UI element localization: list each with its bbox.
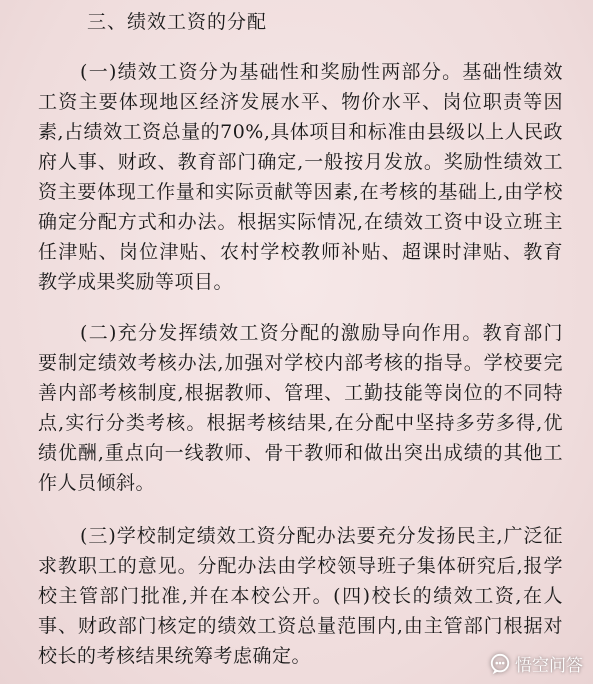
watermark-text: 悟空问答 xyxy=(515,656,583,676)
chat-bubble-logo-icon xyxy=(489,653,511,675)
paragraph-2: (二)充分发挥绩效工资分配的激励导向作用。教育部门要制定绩效考核办法,加强对学校内部考核的指导。学校要完善内部考核制度,根据教师、管理、工勤技能等岗位的不同特点,实行分类考核。根据考核结果,在分配中坚持多劳多得,优绩优酬,重点向一线教师、骨干教师和做出突出成绩的其他工作人员倾斜。 xyxy=(38,322,563,494)
paragraph-1: (一)绩效工资分为基础性和奖励性两部分。基础性绩效工资主要体现地区经济发展水平、物价水平、岗位职责等因素,占绩效工资总量的70%,具体项目和标准由县级以上人民政府人事、财政、教育部门确定,一般按月发放。奖励性绩效工资主要体现工作量和实际贡献等因素,在考核的基础上,由学校确定分配方式和办法。根据实际情况,在绩效工资中设立班主任津贴、岗位津贴、农村学校教师补贴、超课时津贴、教育教学成果奖励等项目。 xyxy=(38,61,563,293)
paragraph-3: (三)学校制定绩效工资分配办法要充分发扬民主,广泛征求教职工的意见。分配办法由学校领导班子集体研究后,报学校主管部门批准,并在本校公开。(四)校长的绩效工资,在人事、财政部门核定的绩效工资总量范围内,由主管部门根据对校长的考核结果统筹考虑确定。 xyxy=(38,525,563,667)
section-heading: 三、绩效工资的分配 xyxy=(87,11,268,33)
watermark xyxy=(489,651,583,676)
